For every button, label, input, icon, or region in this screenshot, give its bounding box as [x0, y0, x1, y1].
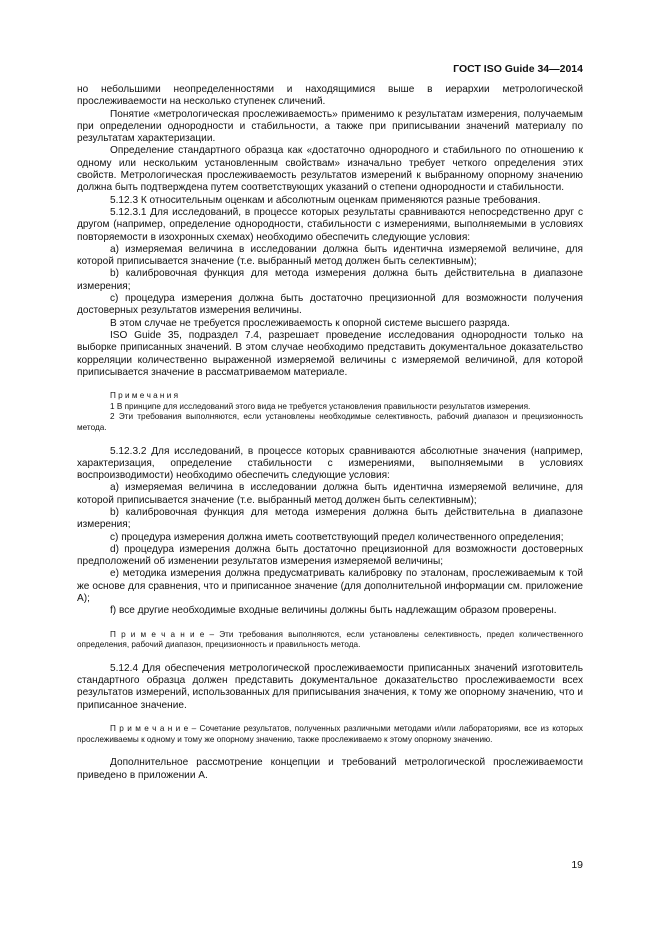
- paragraph: ISO Guide 35, подраздел 7.4, разрешает проведение исследования однородности только на выборке приписанных значений. В этом случае необходимо представить документальное доказательство корреляции количественно выраженной измеряемой величины с измеряемой величиной, для которой приписывается значение в рассматриваемом материале.: [77, 329, 583, 378]
- paragraph: В этом случае не требуется прослеживаемость к опорной системе высшего разряда.: [110, 317, 510, 329]
- list-item-f: f) все другие необходимые входные величины должны быть надлежащим образом проверены.: [110, 605, 557, 617]
- notes-heading: П р и м е ч а н и я: [110, 391, 179, 401]
- list-item-a: a) измеряемая величина в исследовании должна быть идентична измеряемой величине, для которой приписывается значение (т.е. выбранный метод должен быть селективным);: [77, 243, 583, 268]
- list-item-c: c) процедура измерения должна иметь соответствующий предел количественного определения;: [110, 531, 564, 543]
- page-number: 19: [571, 859, 583, 871]
- list-item-b: b) калибровочная функция для метода измерения должна быть действительна в диапазоне измерения;: [77, 268, 583, 292]
- note-item-2: 2 Эти требования выполняются, если установлены необходимые селективность, рабочий диапазон и прецизионность метода.: [77, 412, 583, 432]
- section-5-12-3: 5.12.3 К относительным оценкам и абсолютным оценкам применяются разные требования.: [110, 194, 541, 206]
- list-item-d: d) процедура измерения должна быть достаточно прецизионной для возможности достоверных предположений об изменении результатов измерения измеряемой величины;: [77, 543, 583, 568]
- note-text: – Сочетание результатов, полученных различными методами и/или лабораториями, все из которых прослеживаемы к одному и тому же опорному значению, также прослеживаемо к этому опорному значению.: [77, 724, 584, 744]
- note-item-1: 1 В принципе для исследований этого вида не требуется установления правильности результатов измерения.: [110, 401, 531, 411]
- paragraph: Понятие «метрологическая прослеживаемость» применимо к результатам измерения, получаемым при определении однородности и стабильности, а также при приписывании значений материалу по результатам характеризации.: [77, 108, 583, 145]
- section-5-12-3-2: 5.12.3.2 Для исследований, в процессе которых сравниваются абсолютные значения (например, характеризация, определение стабильности с измерениями, выполняемыми в условиях воспроизводимости) необходимо обеспечить следующие условия:: [77, 445, 583, 482]
- list-item-c: c) процедура измерения должна быть достаточно прецизионной для возможности получения достоверных результатов измерения величины.: [77, 293, 583, 317]
- note-label: П р и м е ч а н и е: [110, 724, 189, 734]
- note-block-3: [77, 724, 583, 745]
- section-5-12-3-1: 5.12.3.1 Для исследований, в процессе которых результаты сравниваются непосредственно друг с другом (например, определение однородности, стабильности с измерениями, выполняемыми в условиях повторяемости в изохронных схемах) необходимо обеспечить следующие условия:: [77, 206, 583, 243]
- paragraph: но небольшими неопределенностями и находящимися выше в иерархии метрологической прослеживаемости на несколько ступенек сличений.: [77, 84, 583, 108]
- section-5-12-4: 5.12.4 Для обеспечения метрологической прослеживаемости приписанных значений изготовитель стандартного образца должен представить документальное доказательство прослеживаемости всех результатов измерений, использованных для приписывания значения, к тому же опорному значению, что и приписанное значение.: [77, 662, 583, 711]
- paragraph-final: Дополнительное рассмотрение концепции и требований метрологической прослеживаемости приведено в приложении А.: [77, 757, 583, 781]
- notes-block-1: [77, 391, 583, 433]
- document-body: [77, 84, 583, 782]
- note-label: П р и м е ч а н и е: [110, 629, 205, 639]
- note-text: – Эти требования выполняются, если установлены селективность, предел количественного определения, рабочий диапазон, прецизионность и правильность метода.: [77, 629, 584, 650]
- list-item-e: e) методика измерения должна предусматривать калибровку по эталонам, прослеживаемым к той же основе для сравнения, что и приписанное значение (для дополнительной информации см. приложение А);: [77, 568, 583, 605]
- list-item-b: b) калибровочная функция для метода измерения должна быть действительна в диапазоне измерения;: [77, 506, 583, 531]
- note-3: [77, 724, 583, 745]
- document-header: ГОСТ ISO Guide 34—2014: [453, 63, 583, 75]
- note-2: [77, 630, 583, 651]
- note-block-2: [77, 630, 583, 651]
- list-item-a: a) измеряемая величина в исследовании должна быть идентична измеряемой величине, для которой приписывается значение (т.е. выбранный метод должен быть селективным);: [77, 482, 583, 506]
- paragraph: Определение стандартного образца как «достаточно однородного и стабильного по отношению к одному или нескольким установленным свойствам» изначально требует четкого определения этих свойств. Метрологическая прослеживаемость результатов измерений к выбранному опорному значению должна быть подтверждена путем соответствующих указаний о степени однородности и стабильности.: [77, 145, 583, 194]
